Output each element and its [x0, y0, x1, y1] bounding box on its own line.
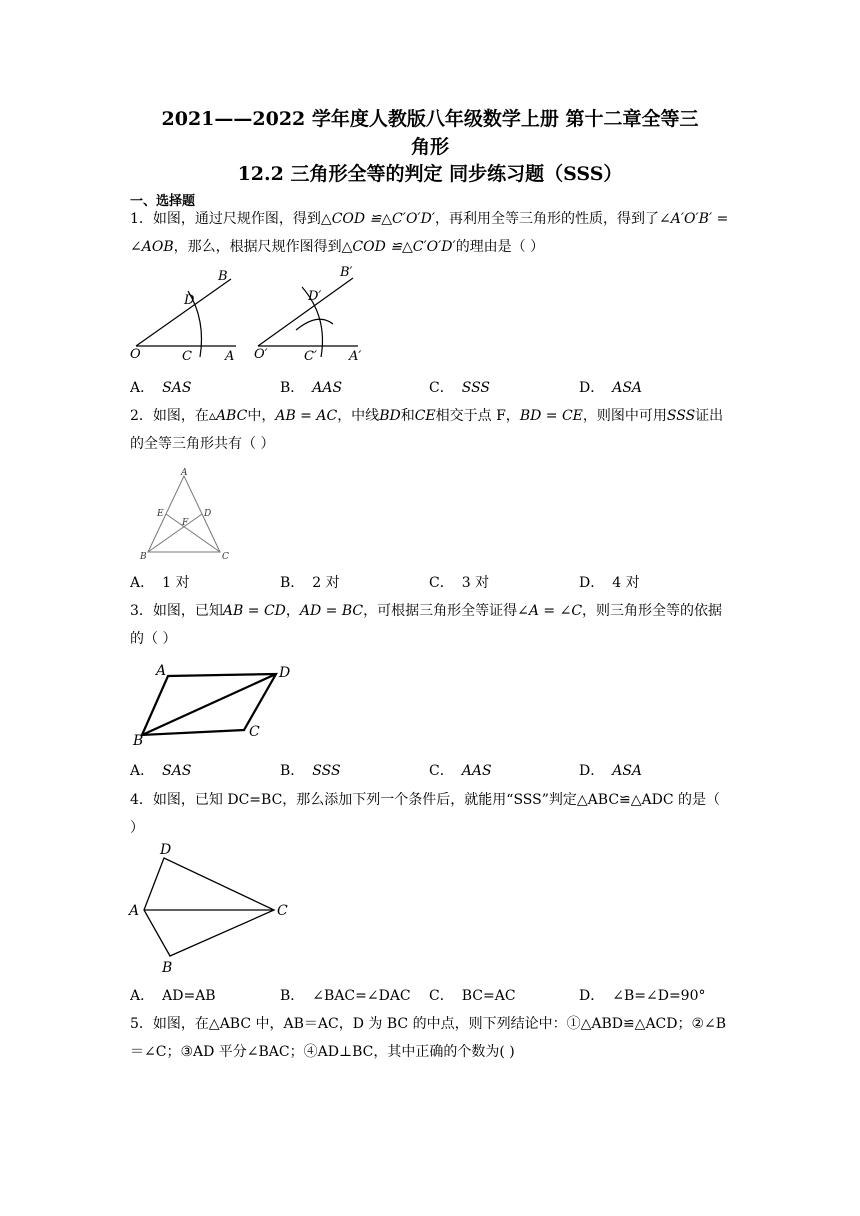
q4-option-a[interactable]: A． AD=AB — [130, 988, 216, 1004]
svg-text:A: A — [225, 349, 235, 364]
svg-text:A: A — [156, 663, 167, 679]
doc-title-line-3: 12.2 三角形全等的判定 同步练习题（SSS） — [237, 163, 623, 185]
svg-text:D′: D′ — [308, 289, 322, 304]
svg-text:C′: C′ — [304, 349, 317, 364]
q4-option-d[interactable]: D． ∠B=∠D=90° — [579, 988, 706, 1004]
q3-options — [130, 760, 750, 780]
svg-text:O′: O′ — [254, 347, 268, 362]
svg-text:C: C — [222, 552, 229, 562]
svg-text:B: B — [133, 733, 144, 748]
svg-text:C: C — [277, 903, 288, 919]
q4-options — [130, 985, 750, 1005]
q1-figure — [128, 262, 378, 367]
svg-text:D: D — [204, 509, 212, 519]
question-1: 1．如图，通过尺规作图，得到△COD ≌△C′O′D′，再利用全等三角形的性质，得到了∠A′O′B′ = ∠AOB，那么，根据尺规作图得到△COD ≌△C′O′D′的理由是（ ） — [130, 211, 729, 255]
q2-figure — [136, 466, 236, 562]
q1-option-c[interactable]: C． SSS — [429, 380, 490, 396]
section-heading: 一、选择题 — [130, 194, 196, 209]
svg-text:E: E — [157, 509, 164, 519]
svg-text:C: C — [182, 349, 192, 364]
q3-option-c[interactable]: C． AAS — [429, 763, 492, 779]
q2-options — [130, 572, 750, 592]
q4-option-c[interactable]: C． BC=AC — [429, 988, 516, 1004]
question-2: 2．如图，在▵ABC中，AB = AC，中线BD和CE相交于点 F，BD = CE，则图中可用SSS证出的全等三角形共有（ ） — [130, 408, 724, 452]
q4-option-b[interactable]: B． ∠BAC=∠DAC — [280, 988, 411, 1004]
question-4: 4．如图，已知 DC=BC，那么添加下列一个条件后，就能用“SSS”判定△ABC≌△ADC 的是（ ） — [130, 792, 721, 836]
q3-option-b[interactable]: B． SSS — [280, 763, 341, 779]
q1-option-b[interactable]: B． AAS — [280, 380, 343, 396]
svg-text:O: O — [130, 347, 141, 362]
svg-text:B: B — [140, 552, 147, 562]
q3-option-a[interactable]: A． SAS — [130, 763, 192, 779]
q3-option-d[interactable]: D． ASA — [579, 763, 643, 779]
svg-text:B: B — [162, 960, 173, 976]
svg-text:C: C — [249, 724, 260, 740]
svg-text:D: D — [184, 293, 195, 308]
q2-option-a[interactable]: A． 1 对 — [130, 575, 190, 591]
question-5: 5．如图，在△ABC 中，AB＝AC，D 为 BC 的中点，则下列结论中：①△ABD≌△ACD；②∠B＝∠C；③AD 平分∠BAC；④AD⊥BC，其中正确的个数为( ) — [130, 1016, 727, 1060]
svg-text:D: D — [279, 665, 291, 681]
svg-text:B′: B′ — [340, 265, 353, 280]
q1-option-d[interactable]: D． ASA — [579, 380, 643, 396]
q2-option-c[interactable]: C． 3 对 — [429, 575, 490, 591]
svg-text:D: D — [160, 842, 172, 858]
q1-options — [130, 377, 750, 397]
svg-text:A: A — [129, 903, 140, 919]
q1-option-a[interactable]: A． SAS — [130, 380, 192, 396]
q4-figure — [126, 838, 296, 978]
q3-figure — [128, 660, 298, 748]
svg-text:B: B — [218, 269, 228, 284]
svg-text:F: F — [182, 518, 189, 528]
doc-title-line-1: 2021——2022 学年度人教版八年级数学上册 第十二章全等三 — [161, 108, 699, 130]
svg-text:A: A — [181, 468, 188, 478]
question-3: 3．如图，已知AB = CD，AD = BC，可根据三角形全等证得∠A = ∠C，则三角形全等的依据的（ ） — [130, 603, 723, 647]
svg-text:A′: A′ — [349, 349, 362, 364]
q2-option-b[interactable]: B． 2 对 — [280, 575, 340, 591]
q2-option-d[interactable]: D． 4 对 — [579, 575, 640, 591]
doc-title-line-2: 角形 — [410, 136, 449, 158]
